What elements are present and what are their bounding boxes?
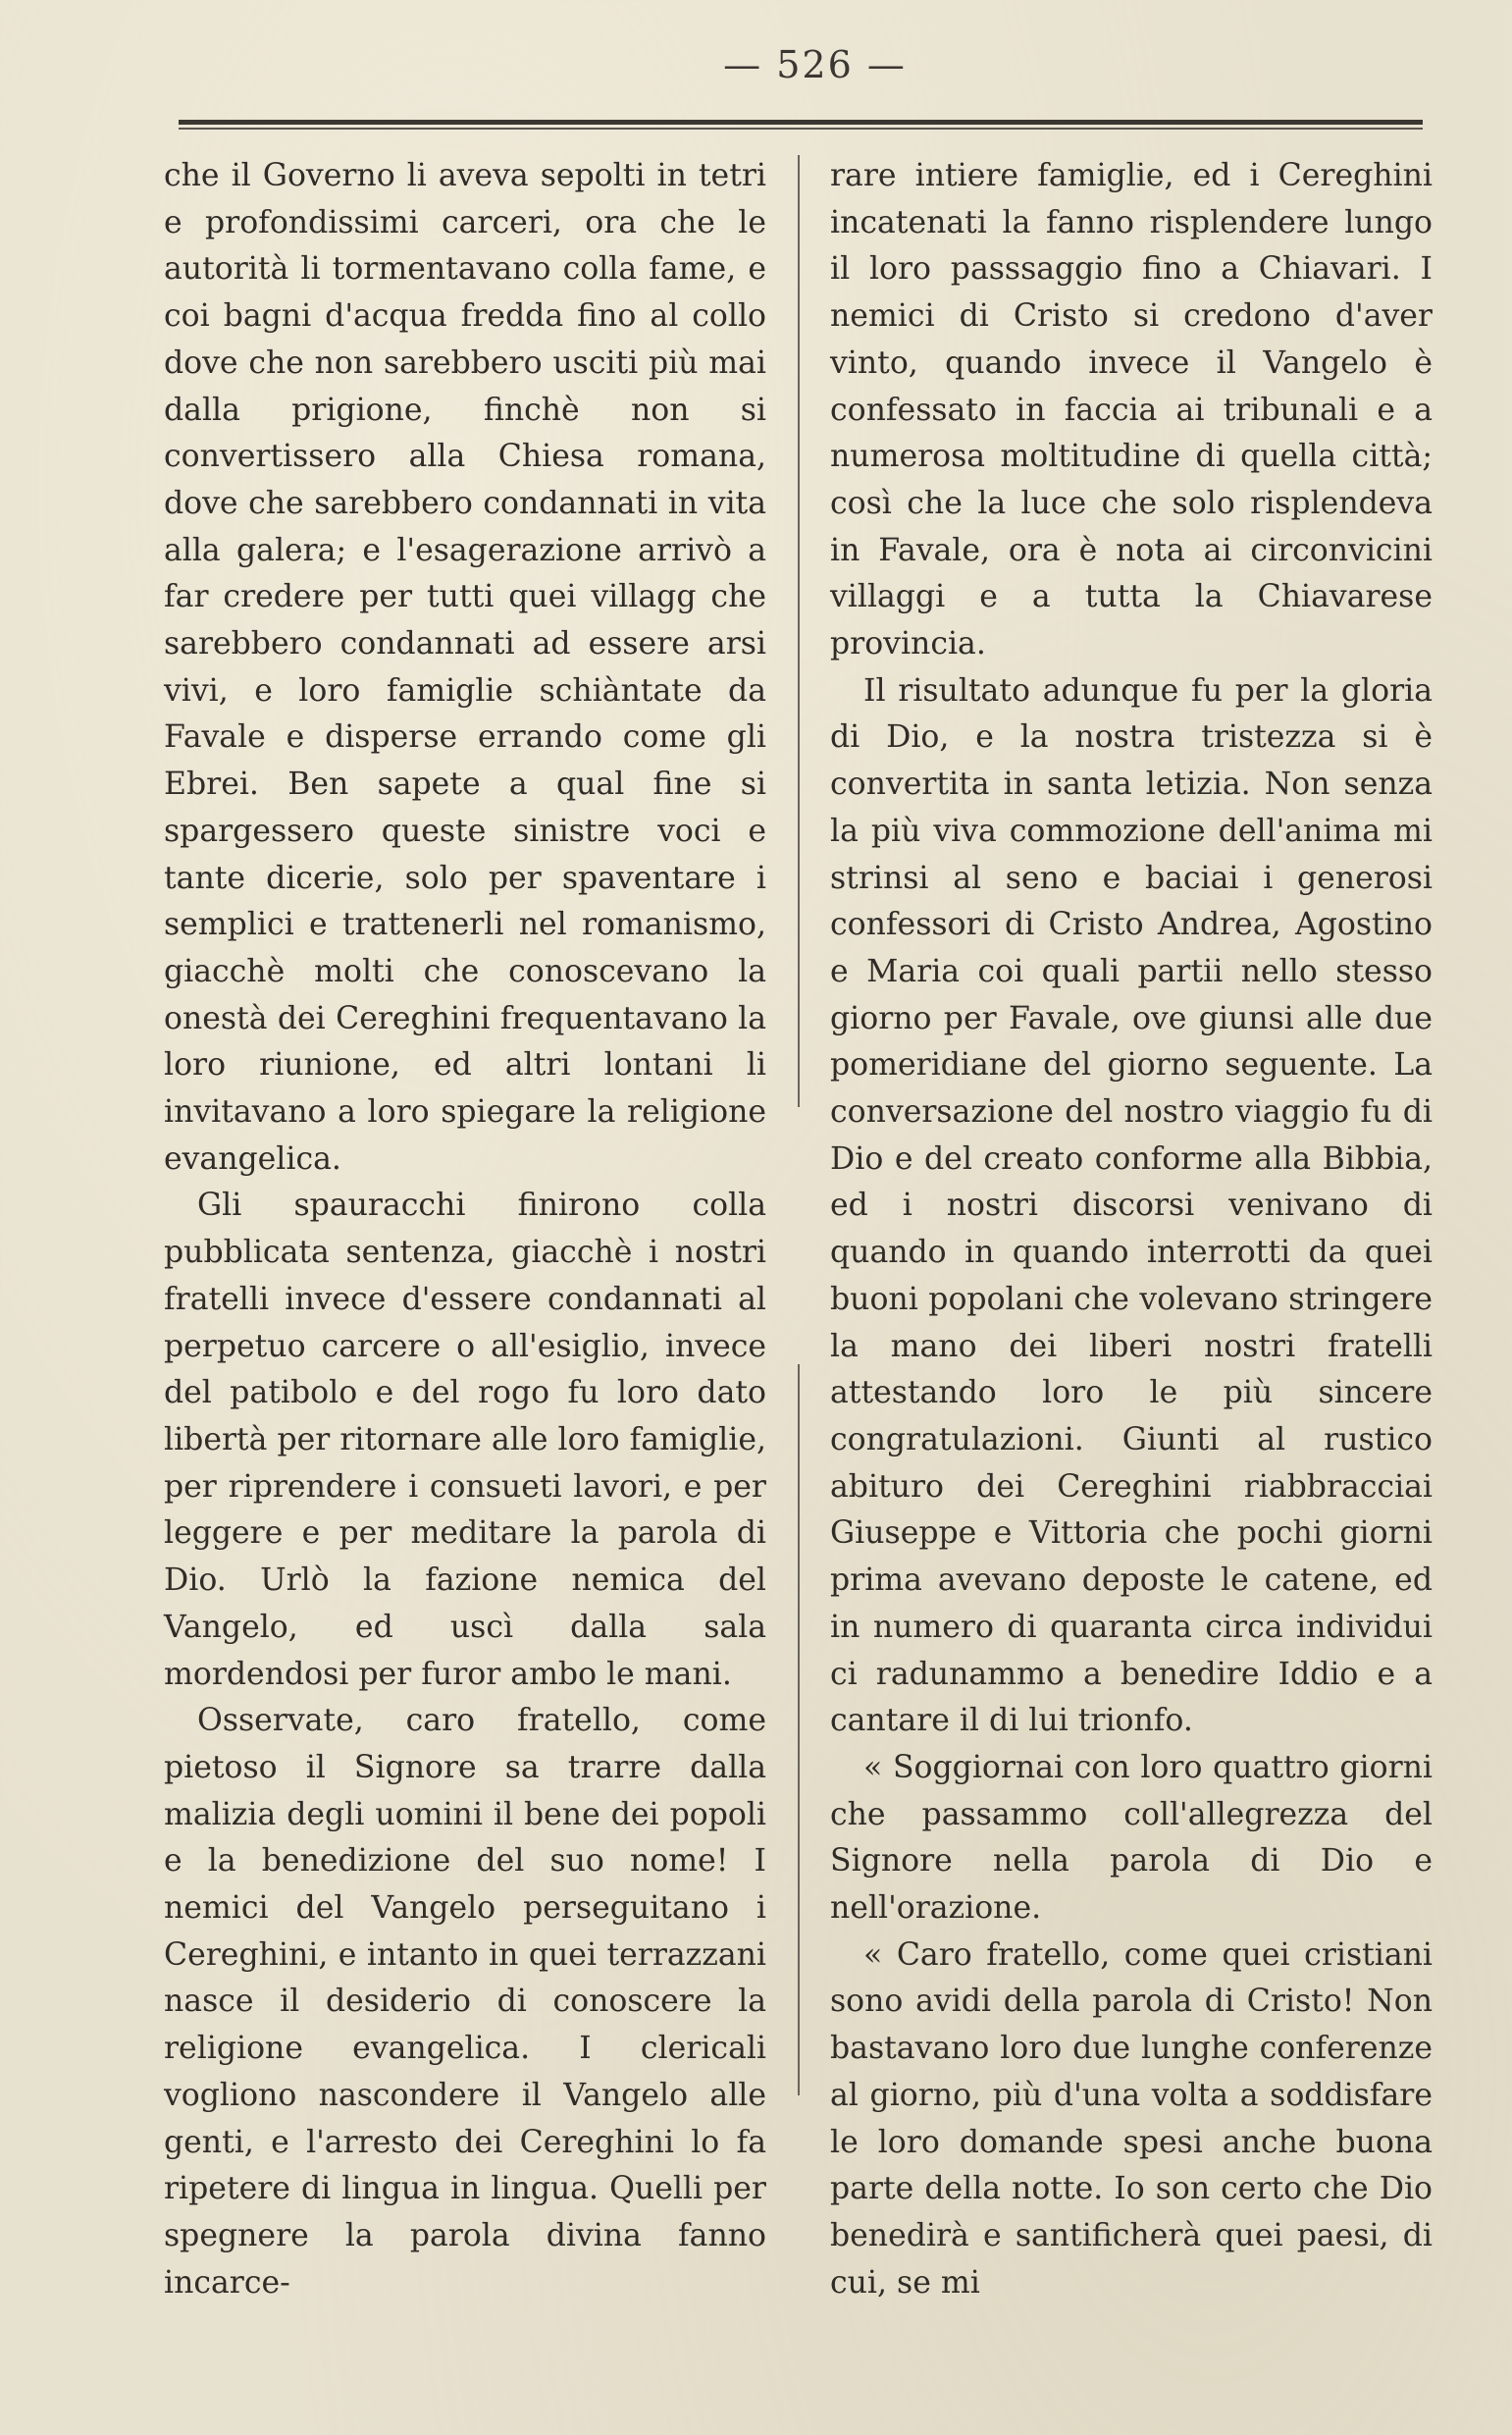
right-paragraph-1: rare intiere famiglie, ed i Cereghini incatenati la fanno risplendere lungo il loro passsaggio fino a Chiavari. I nemici di Cristo si credono d'aver vinto, quando invece il Vangelo è confessato in faccia ai tribunali e a numerosa moltitudine di quella città; così che la luce che solo risplendeva in Favale, ora è nota ai circonvicini villaggi e a tutta la Chiavarese provincia.	[830, 158, 1433, 662]
right-paragraph-3: « Soggiornai con loro quattro giorni che passammo coll'allegrezza del Signore nella parola di Dio e nell'orazione.	[830, 1749, 1433, 1927]
column-divider-lower	[798, 1364, 800, 2095]
right-paragraph-2: Il risultato adunque fu per la gloria di Dio, e la nostra tristezza si è convertita in santa letizia. Non senza la più viva commozione dell'anima mi strinsi al seno e baciai i generosi confessori di Cristo Andrea, Agostino e Maria coi quali partii nello stesso giorno per Favale, ove giunsi alle due pomeridiane del giorno seguente. La conversazione del nostro viaggio fu di Dio e del creato conforme alla Bibbia, ed i nostri discorsi venivano di quando in quando interrotti da quei buoni popolani che volevano stringere la mano dei liberi nostri fratelli attestando loro le più sincere congratulazioni. Giunti al rustico abituro dei Cereghini riabbracciai Giuseppe e Vittoria che pochi giorni prima avevano deposte le catene, ed in numero di quaranta circa individui ci radunammo a benedire Iddio e a cantare il di lui trionfo.	[830, 672, 1433, 1739]
right-column	[830, 153, 1433, 2306]
right-paragraph-4: « Caro fratello, come quei cristiani sono avidi della parola di Cristo! Non bastavano loro due lunghe conferenze al giorno, più d'una volta a soddisfare le loro domande spesi anche buona parte della notte. Io son certo che Dio benedirà e santificherà quei paesi, di cui, se mi	[830, 1936, 1433, 2301]
left-paragraph-2: Gli spauracchi finirono colla pubblicata sentenza, giacchè i nostri fratelli invece d'essere condannati al perpetuo carcere o all'esiglio, invece del patibolo e del rogo fu loro dato libertà per ritornare alle loro famiglie, per riprendere i consueti lavori, e per leggere e per meditare la parola di Dio. Urlò la fazione nemica del Vangelo, ed uscì dalla sala mordendosi per furor ambo le mani.	[164, 1188, 766, 1692]
page-number: — 526 —	[723, 43, 907, 86]
left-paragraph-1: che il Governo li aveva sepolti in tetri e profondissimi carceri, ora che le autorità li tormentavano colla fame, e coi bagni d'acqua fredda fino al collo dove che non sarebbero usciti più mai dalla prigione, finchè non si convertissero alla Chiesa romana, dove che sarebbero condannati in vita alla galera; e l'esagerazione arrivò a far credere per tutti quei villagg che sarebbero condannati ad essere arsi vivi, e loro famiglie schiàntate da Favale e disperse errando come gli Ebrei. Ben sapete a qual fine si spargessero queste sinistre voci e tante dicerie, solo per spaventare i semplici e trattenerli nel romanismo, giacchè molti che conoscevano la onestà dei Cereghini frequentavano la loro riunione, ed altri lontani li invitavano a loro spiegare la religione evangelica.	[164, 158, 766, 1177]
left-paragraph-3: Osservate, caro fratello, come pietoso il Signore sa trarre dalla malizia degli uomini il bene dei popoli e la benedizione del suo nome! I nemici del Vangelo perseguitano i Cereghini, e intanto in quei terrazzani nasce il desiderio di conoscere la religione evangelica. I clericali vogliono nascondere il Vangelo alle genti, e l'arresto dei Cereghini lo fa ripetere di lingua in lingua. Quelli per spegnere la parola divina fanno incarce-	[164, 1703, 766, 2301]
column-divider	[798, 155, 800, 1107]
header-rule	[179, 120, 1423, 125]
left-column	[164, 153, 766, 2306]
